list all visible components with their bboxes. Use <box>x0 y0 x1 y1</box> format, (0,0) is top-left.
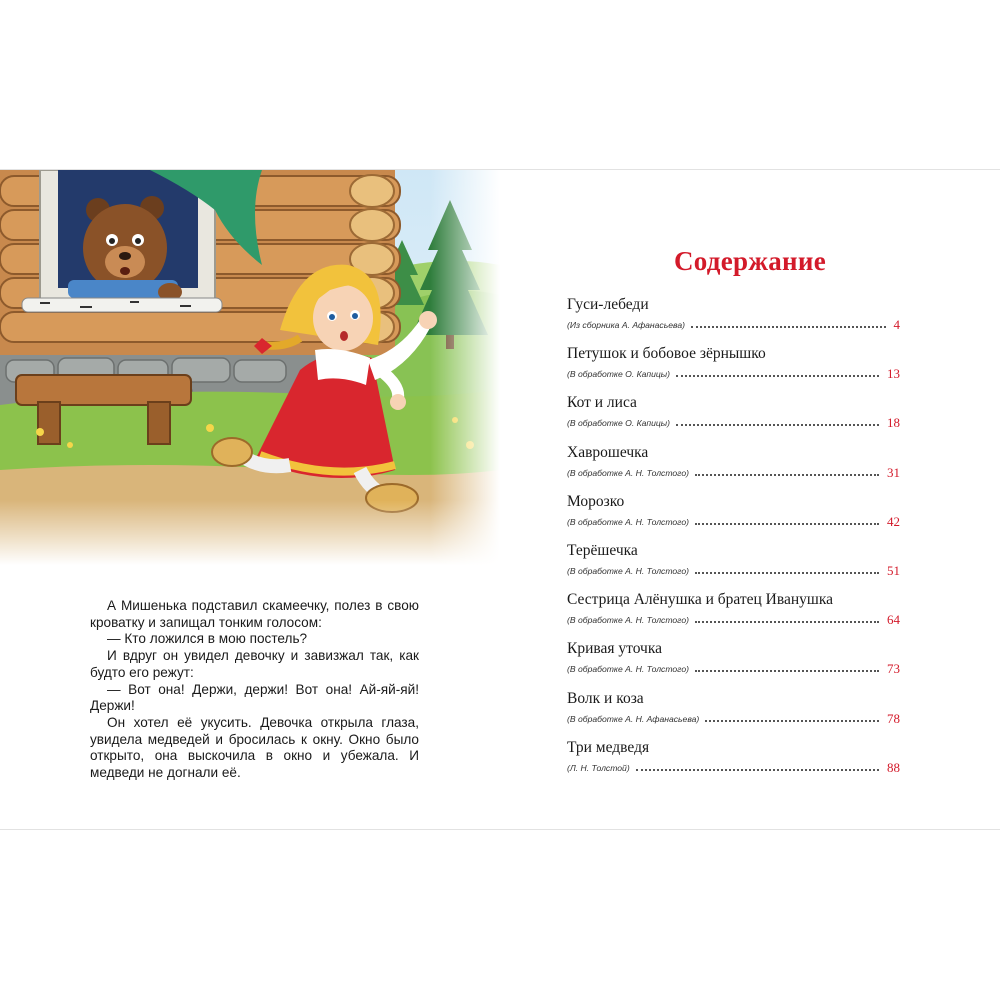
right-page <box>500 170 1000 829</box>
entry-page-number: 78 <box>887 710 900 726</box>
entry-source: (В обработке А. Н. Толстого) <box>567 467 689 478</box>
contents-list <box>567 296 900 788</box>
story-paragraph: Он хотел её укусить. Девочка открыла глаза, увидела медведей и бросилась к окну. Окно было открыто, она выскочила в окно и убежала. И медведи не догнали её. <box>90 714 419 781</box>
entry-title: Три медведя <box>567 738 650 756</box>
entry-page-number: 18 <box>887 415 900 431</box>
entry-source: (В обработке А. Н. Афанасьева) <box>567 713 700 724</box>
entry-page-number: 13 <box>887 366 900 382</box>
entry-page-number: 4 <box>893 317 900 332</box>
entry-title: Кот и лиса <box>567 394 637 412</box>
contents-entry[interactable] <box>567 394 900 443</box>
entry-source: (В обработке А. Н. Толстого) <box>567 516 689 527</box>
contents-entry[interactable] <box>567 542 900 591</box>
dot-leader <box>676 375 879 377</box>
entry-page-number: 42 <box>887 513 900 529</box>
contents-entry[interactable] <box>567 444 900 493</box>
entry-page-number: 64 <box>887 612 900 628</box>
entry-page-number: 31 <box>887 464 900 480</box>
story-paragraph: — Вот она! Держи, держи! Вот она! Ай-яй-яй! Держи! <box>90 681 419 714</box>
story-illustration <box>0 170 500 565</box>
left-page <box>0 170 500 829</box>
entry-source: (Из сборника А. Афанасьева) <box>567 320 685 330</box>
entry-page-number: 51 <box>887 562 900 578</box>
contents-entry[interactable] <box>567 591 900 640</box>
contents-entry[interactable] <box>567 690 900 739</box>
dot-leader <box>695 572 879 574</box>
dot-leader <box>695 670 879 672</box>
entry-title: Сестрица Алёнушка и братец Иванушка <box>567 591 834 609</box>
entry-title: Кривая уточка <box>567 640 663 658</box>
dot-leader <box>705 720 879 722</box>
contents-entry[interactable] <box>567 345 900 394</box>
dot-leader <box>695 474 879 476</box>
contents-entry[interactable] <box>567 296 900 345</box>
contents-entry[interactable] <box>567 640 900 689</box>
dot-leader <box>695 523 879 525</box>
entry-source: (В обработке А. Н. Толстого) <box>567 664 689 675</box>
story-paragraph: И вдруг он увидел девочку и завизжал так, как будто его режут: <box>90 648 419 680</box>
story-paragraph: — Кто ложился в мою постель? <box>107 631 308 647</box>
entry-title: Морозко <box>567 492 625 510</box>
contents-entry[interactable] <box>567 493 900 542</box>
entry-source: (Л. Н. Толстой) <box>567 762 630 773</box>
entry-page-number: 88 <box>887 759 900 775</box>
entry-page-number: 73 <box>887 661 900 677</box>
book-spread <box>0 169 1000 830</box>
entry-source: (В обработке О. Капицы) <box>567 418 670 429</box>
entry-title: Гуси-лебеди <box>567 296 649 313</box>
entry-title: Терёшечка <box>567 541 638 559</box>
entry-title: Волк и коза <box>567 689 644 707</box>
story-text <box>90 598 419 782</box>
dot-leader <box>691 326 886 328</box>
dot-leader <box>695 621 879 623</box>
entry-source: (В обработке О. Капицы) <box>567 369 670 380</box>
contents-entry[interactable] <box>567 739 900 788</box>
entry-source: (В обработке А. Н. Толстого) <box>567 565 689 576</box>
entry-title: Хаврошечка <box>567 443 649 461</box>
story-paragraph: А Мишенька подставил скамеечку, полез в свою кроватку и запищал тонким голосом: <box>90 598 419 630</box>
entry-title: Петушок и бобовое зёрнышко <box>567 345 766 363</box>
entry-source: (В обработке А. Н. Толстого) <box>567 615 689 626</box>
dot-leader <box>636 769 879 771</box>
contents-title: Содержание <box>673 246 827 276</box>
illustration-bear-and-girl <box>0 170 500 565</box>
dot-leader <box>676 424 879 426</box>
